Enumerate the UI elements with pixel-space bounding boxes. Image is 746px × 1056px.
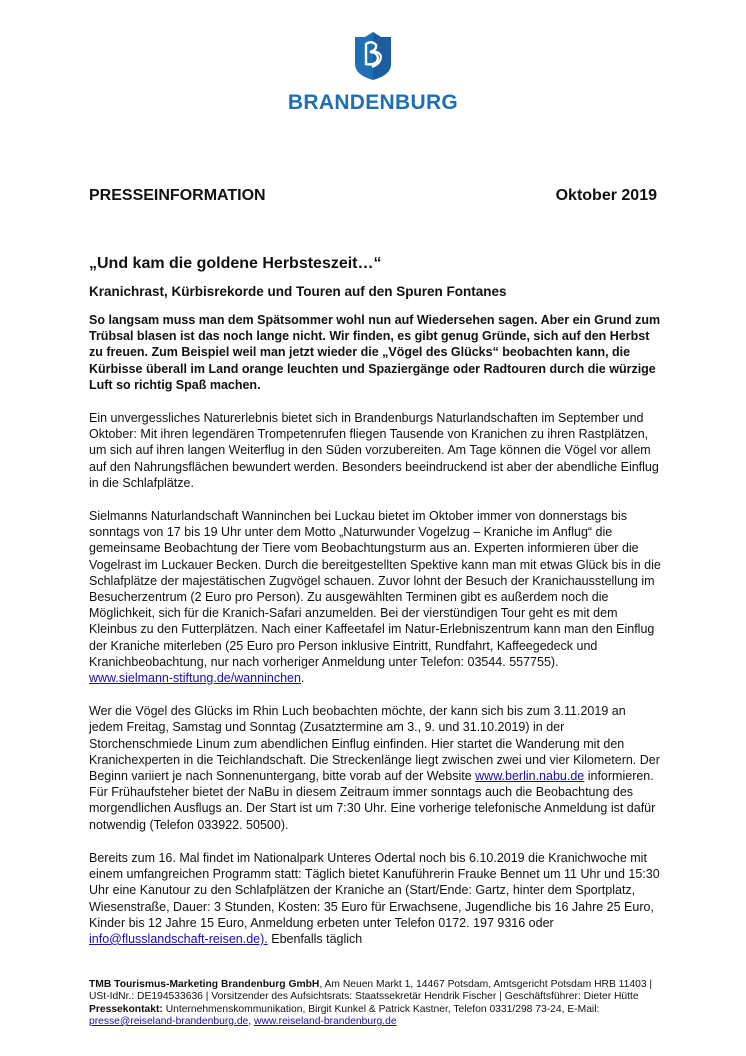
footer-address: , Am Neuen Markt 1, 14467 Potsdam, Amtsgericht Potsdam HRB 11403 | USt-IdNr.: DE194533636 | Vorsitzender des Aufsichtsrats: Staatssekretär Hendrik Fischer | Geschäftsführer: Dieter Hütte	[89, 979, 653, 1003]
sielmann-link[interactable]: www.sielmann-stiftung.de/wanninchen	[89, 671, 301, 686]
paragraph-text: Sielmanns Naturlandschaft Wanninchen bei Luckau bietet im Oktober immer von donnerstags bis sonntags von 17 bis 19 Uhr unter dem Motto „Naturwunder Vogelzug – Kraniche im Anflug“ die gemeinsame Beobachtung der Tiere vom Beobachtungsturm aus an. Experten informieren über die Vogelrast im Luckauer Becken. Durch die bereitgestellten Spektive kann man mit etwas Glück bis in die Schlafplätze der majestätischen Zugvögel schauen. Zuvor lohnt der Besuch der Kranichausstellung im Besucherzentrum (2 Euro pro Person). Zu ausgewählten Terminen gibt es außerdem noch die Möglichkeit, sich für die Kranich-Safari anzumelden. Bei der vierstündigen Tour geht es mit dem Kleinbus zu den Futterplätzen. Nach einer Kaffeetafel im Natur-Erlebniszentrum kann man den Einflug der Kraniche miterleben (25 Euro pro Person inklusive Eintritt, Rundfahrt, Kaffeegedeck und Kranichbeobachtung, nur nach vorheriger Anmeldung unter Telefon: 03544. 557755).	[89, 509, 661, 669]
brandenburg-logo-icon	[353, 30, 393, 82]
footer-email-link[interactable]: presse@reiseland-brandenburg.de	[89, 1015, 249, 1027]
flusslandschaft-email-link[interactable]: info@flusslandschaft-reisen.de).	[89, 931, 268, 946]
press-label: PRESSEINFORMATION	[89, 187, 266, 204]
paragraph-odertal	[89, 850, 661, 947]
paragraph-rhin-luch	[89, 703, 661, 833]
nabu-link[interactable]: www.berlin.nabu.de	[475, 769, 585, 784]
paragraph-text: informieren. Für Frühaufsteher bietet der NaBu in diesem Zeitraum immer sonntags auch die Beobachtung des morgendlichen Ausflugs an. Der Start ist um 7:30 Uhr. Eine vorherige telefonische Anmeldung ist dafür notwendig (Telefon 033922. 50500).	[89, 769, 656, 832]
paragraph-wanninchen	[89, 508, 661, 686]
footer-press-contact: Unternehmenskommunikation, Birgit Kunkel & Patrick Kastner, Telefon 0331/298 73-24, E-Mail:	[165, 1003, 600, 1015]
article-body	[89, 312, 661, 947]
footer-separator: ,	[248, 1015, 252, 1027]
brand-wordmark: BRANDENBURG	[287, 91, 459, 114]
footer-website-link[interactable]: www.reiseland-brandenburg.de	[254, 1015, 397, 1027]
footer-press-label: Pressekontakt:	[89, 1003, 163, 1015]
paragraph-crane-intro: Ein unvergessliches Naturerlebnis bietet sich in Brandenburgs Naturlandschaften im September und Oktober: Mit ihren legendären Trompetenrufen fliegen Tausende von Kranichen zu ihren Rastplätzen, um sich auf ihren langen Weiterflug in den Süden vorzubereiten. Am Tage können die Vögel vor allem auf den Nahrungsflächen bewundert werden. Besonders beeindruckend ist aber der abendliche Einflug in die Schlafplätze.	[89, 411, 659, 490]
press-date: Oktober 2019	[555, 187, 657, 204]
paragraph-end: .	[300, 671, 305, 686]
paragraph-text: Ebenfalls täglich	[271, 931, 363, 946]
paragraph-text: Bereits zum 16. Mal findet im Nationalpark Unteres Odertal noch bis 6.10.2019 die Kranichwoche mit einem umfangreichen Programm statt: Täglich bietet Kanuführerin Frauke Bennet um 11 Uhr und 15:30 Uhr eine Kanutour zu den Schlafplätzen der Kraniche an (Start/Ende: Gartz, hinter dem Sportplatz, Wiesenstraße, Dauer: 3 Stunden, Kosten: 35 Euro für Erwachsene, Jugendliche bis 16 Jahre 25 Euro, Kinder bis 12 Jahre 15 Euro, Anmeldung erbeten unter Telefon 0172. 197 9316 oder	[89, 850, 660, 930]
page-footer	[89, 979, 669, 1028]
article-headline: „Und kam die goldene Herbsteszeit…“	[89, 255, 382, 272]
paragraph-text: Wer die Vögel des Glücks im Rhin Luch beobachten möchte, der kann sich bis zum 3.11.2019 an jedem Freitag, Samstag und Sonntag (Zusatztermine am 3., 9. und 31.10.2019) in der Storchenschmiede Linum zum abendlichen Einflug einfinden. Hier startet die Wanderung mit den Kranichexperten in die Teichlandschaft. Die Streckenlänge liegt zwischen zwei und vier Kilometern. Der Beginn variiert je nach Sonnenuntergang, bitte vorab auf der Website	[89, 704, 660, 784]
lead-paragraph: So langsam muss man dem Spätsommer wohl nun auf Wiedersehen sagen. Aber ein Grund zum Trübsal blasen ist das noch lange nicht. Wir finden, es gibt genug Gründe, sich auf den Herbst zu freuen. Zum Beispiel weil man jetzt wieder die „Vögel des Glücks“ beobachten kann, die Kürbisse überall im Land orange leuchten und Spaziergänge oder Radtouren durch die würzige Luft so richtig Spaß machen.	[89, 313, 661, 392]
article-subheadline: Kranichrast, Kürbisrekorde und Touren auf den Spuren Fontanes	[89, 284, 507, 299]
footer-company: TMB Tourismus-Marketing Brandenburg GmbH	[89, 979, 320, 990]
